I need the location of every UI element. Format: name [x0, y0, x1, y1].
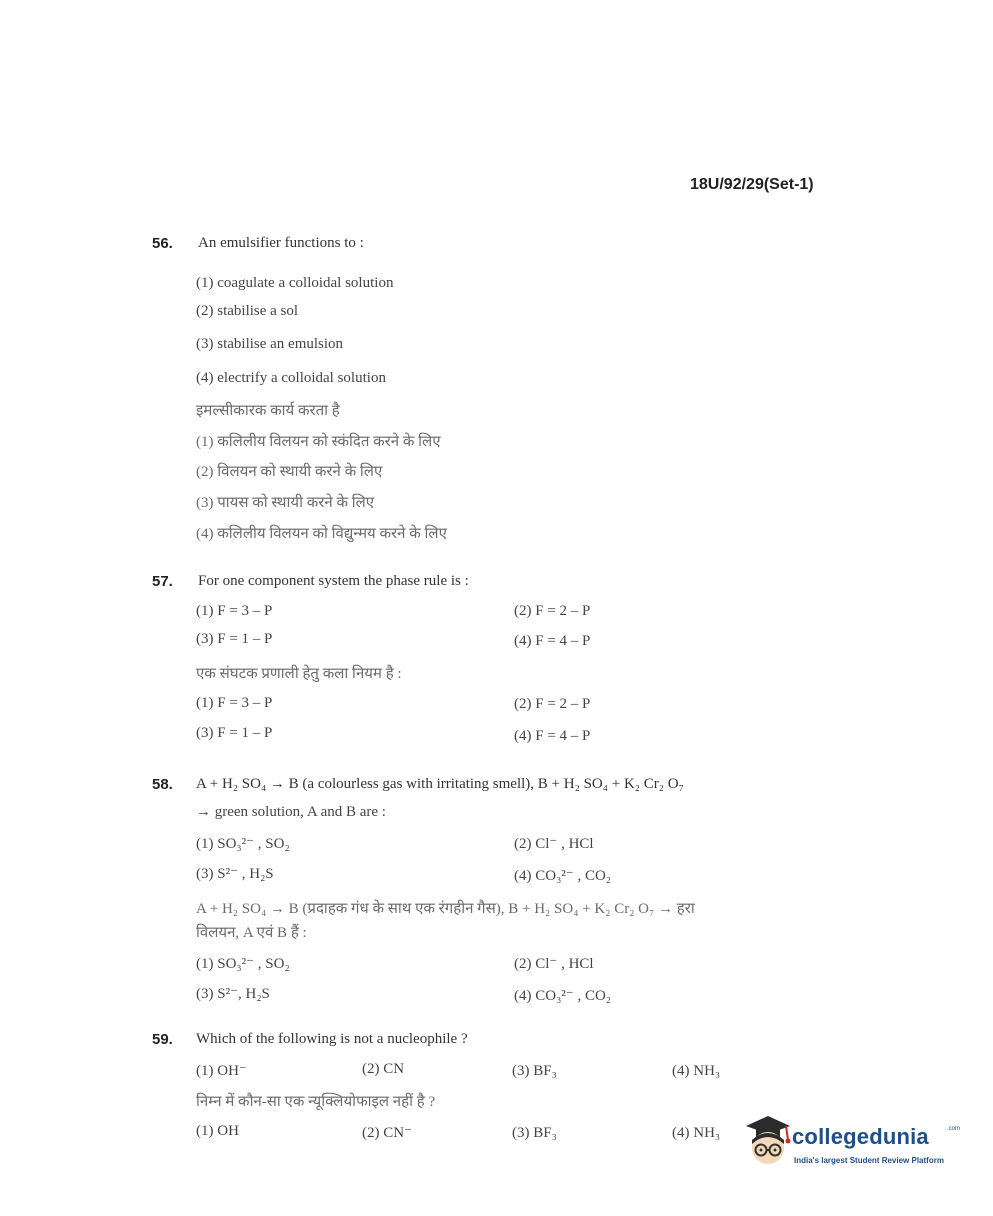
option-hi-3: (3) BF₃	[512, 1125, 557, 1141]
option-hi-3: (3) पायस को स्थायी करने के लिए	[196, 495, 375, 511]
option-hi-1: (1) SO₃²⁻ , SO₂	[196, 956, 290, 972]
question-stem-hi: निम्न में कौन-सा एक न्यूक्लियोफाइल नहीं है ?	[196, 1094, 436, 1110]
question-number: 58.	[152, 776, 173, 793]
question-stem-en: An emulsifier functions to :	[198, 235, 364, 251]
logo-suffix: .com	[947, 1126, 961, 1132]
question-stem-en-1: A + H₂ SO₄ → B (a colourless gas with irritating smell), B + H₂ SO₄ + K₂ Cr₂ O₇	[196, 776, 684, 792]
question-stem-en: For one component system the phase rule is :	[198, 573, 469, 589]
question-number: 57.	[152, 573, 173, 590]
option-hi-3: (3) F = 1 – P	[196, 725, 273, 741]
option-hi-1: (1) OH	[196, 1123, 239, 1139]
option-en-4: (4) CO₃²⁻ , CO₂	[514, 868, 612, 884]
option-en-1: (1) SO₃²⁻ , SO₂	[196, 836, 290, 852]
option-hi-1: (1) कलिलीय विलयन को स्कंदित करने के लिए	[196, 434, 441, 450]
option-en-1: (1) coagulate a colloidal solution	[196, 275, 394, 291]
question-number: 56.	[152, 235, 173, 252]
question-stem-en: Which of the following is not a nucleophile ?	[196, 1031, 468, 1047]
option-en-4: (4) F = 4 – P	[514, 633, 591, 649]
option-en-4: (4) NH₃	[672, 1063, 721, 1079]
option-en-3: (3) BF₃	[512, 1063, 557, 1079]
question-stem-hi: एक संघटक प्रणाली हेतु कला नियम है :	[196, 666, 402, 682]
option-hi-3: (3) S²⁻, H₂S	[196, 986, 270, 1002]
option-en-2: (2) CN	[362, 1061, 405, 1077]
option-hi-2: (2) CN⁻	[362, 1125, 412, 1141]
option-en-3: (3) stabilise an emulsion	[196, 336, 344, 352]
logo-name: collegedunia	[792, 1124, 929, 1149]
option-en-3: (3) S²⁻ , H₂S	[196, 866, 274, 882]
option-hi-4: (4) CO₃²⁻ , CO₂	[514, 988, 612, 1004]
option-hi-2: (2) विलयन को स्थायी करने के लिए	[196, 464, 383, 480]
option-en-1: (1) OH⁻	[196, 1063, 247, 1079]
option-en-3: (3) F = 1 – P	[196, 631, 273, 647]
graduate-mascot-icon	[738, 1112, 794, 1172]
option-en-2: (2) F = 2 – P	[514, 603, 591, 619]
question-stem-en-2: → green solution, A and B are :	[196, 804, 386, 820]
paper-code: 18U/92/29(Set-1)	[690, 176, 814, 193]
question-number: 59.	[152, 1031, 173, 1048]
option-hi-4: (4) कलिलीय विलयन को विद्युन्मय करने के लिए	[196, 526, 447, 542]
option-hi-4: (4) F = 4 – P	[514, 728, 591, 744]
option-en-4: (4) electrify a colloidal solution	[196, 370, 386, 386]
question-stem-hi-1: A + H₂ SO₄ → B (प्रदाहक गंध के साथ एक रंगहीन गैस), B + H₂ SO₄ + K₂ Cr₂ O₇ → हरा	[196, 901, 695, 917]
option-en-2: (2) Cl⁻ , HCl	[514, 836, 594, 852]
option-en-2: (2) stabilise a sol	[196, 303, 299, 319]
option-en-1: (1) F = 3 – P	[196, 603, 273, 619]
question-stem-hi: इमल्सीकारक कार्य करता है	[196, 403, 340, 419]
question-stem-hi-2: विलयन, A एवं B हैं :	[196, 925, 307, 941]
option-hi-2: (2) Cl⁻ , HCl	[514, 956, 594, 972]
option-hi-4: (4) NH₃	[672, 1125, 721, 1141]
logo-tagline: India's largest Student Review Platform	[794, 1156, 944, 1165]
collegedunia-logo	[738, 1112, 968, 1182]
option-hi-2: (2) F = 2 – P	[514, 696, 591, 712]
option-hi-1: (1) F = 3 – P	[196, 695, 273, 711]
